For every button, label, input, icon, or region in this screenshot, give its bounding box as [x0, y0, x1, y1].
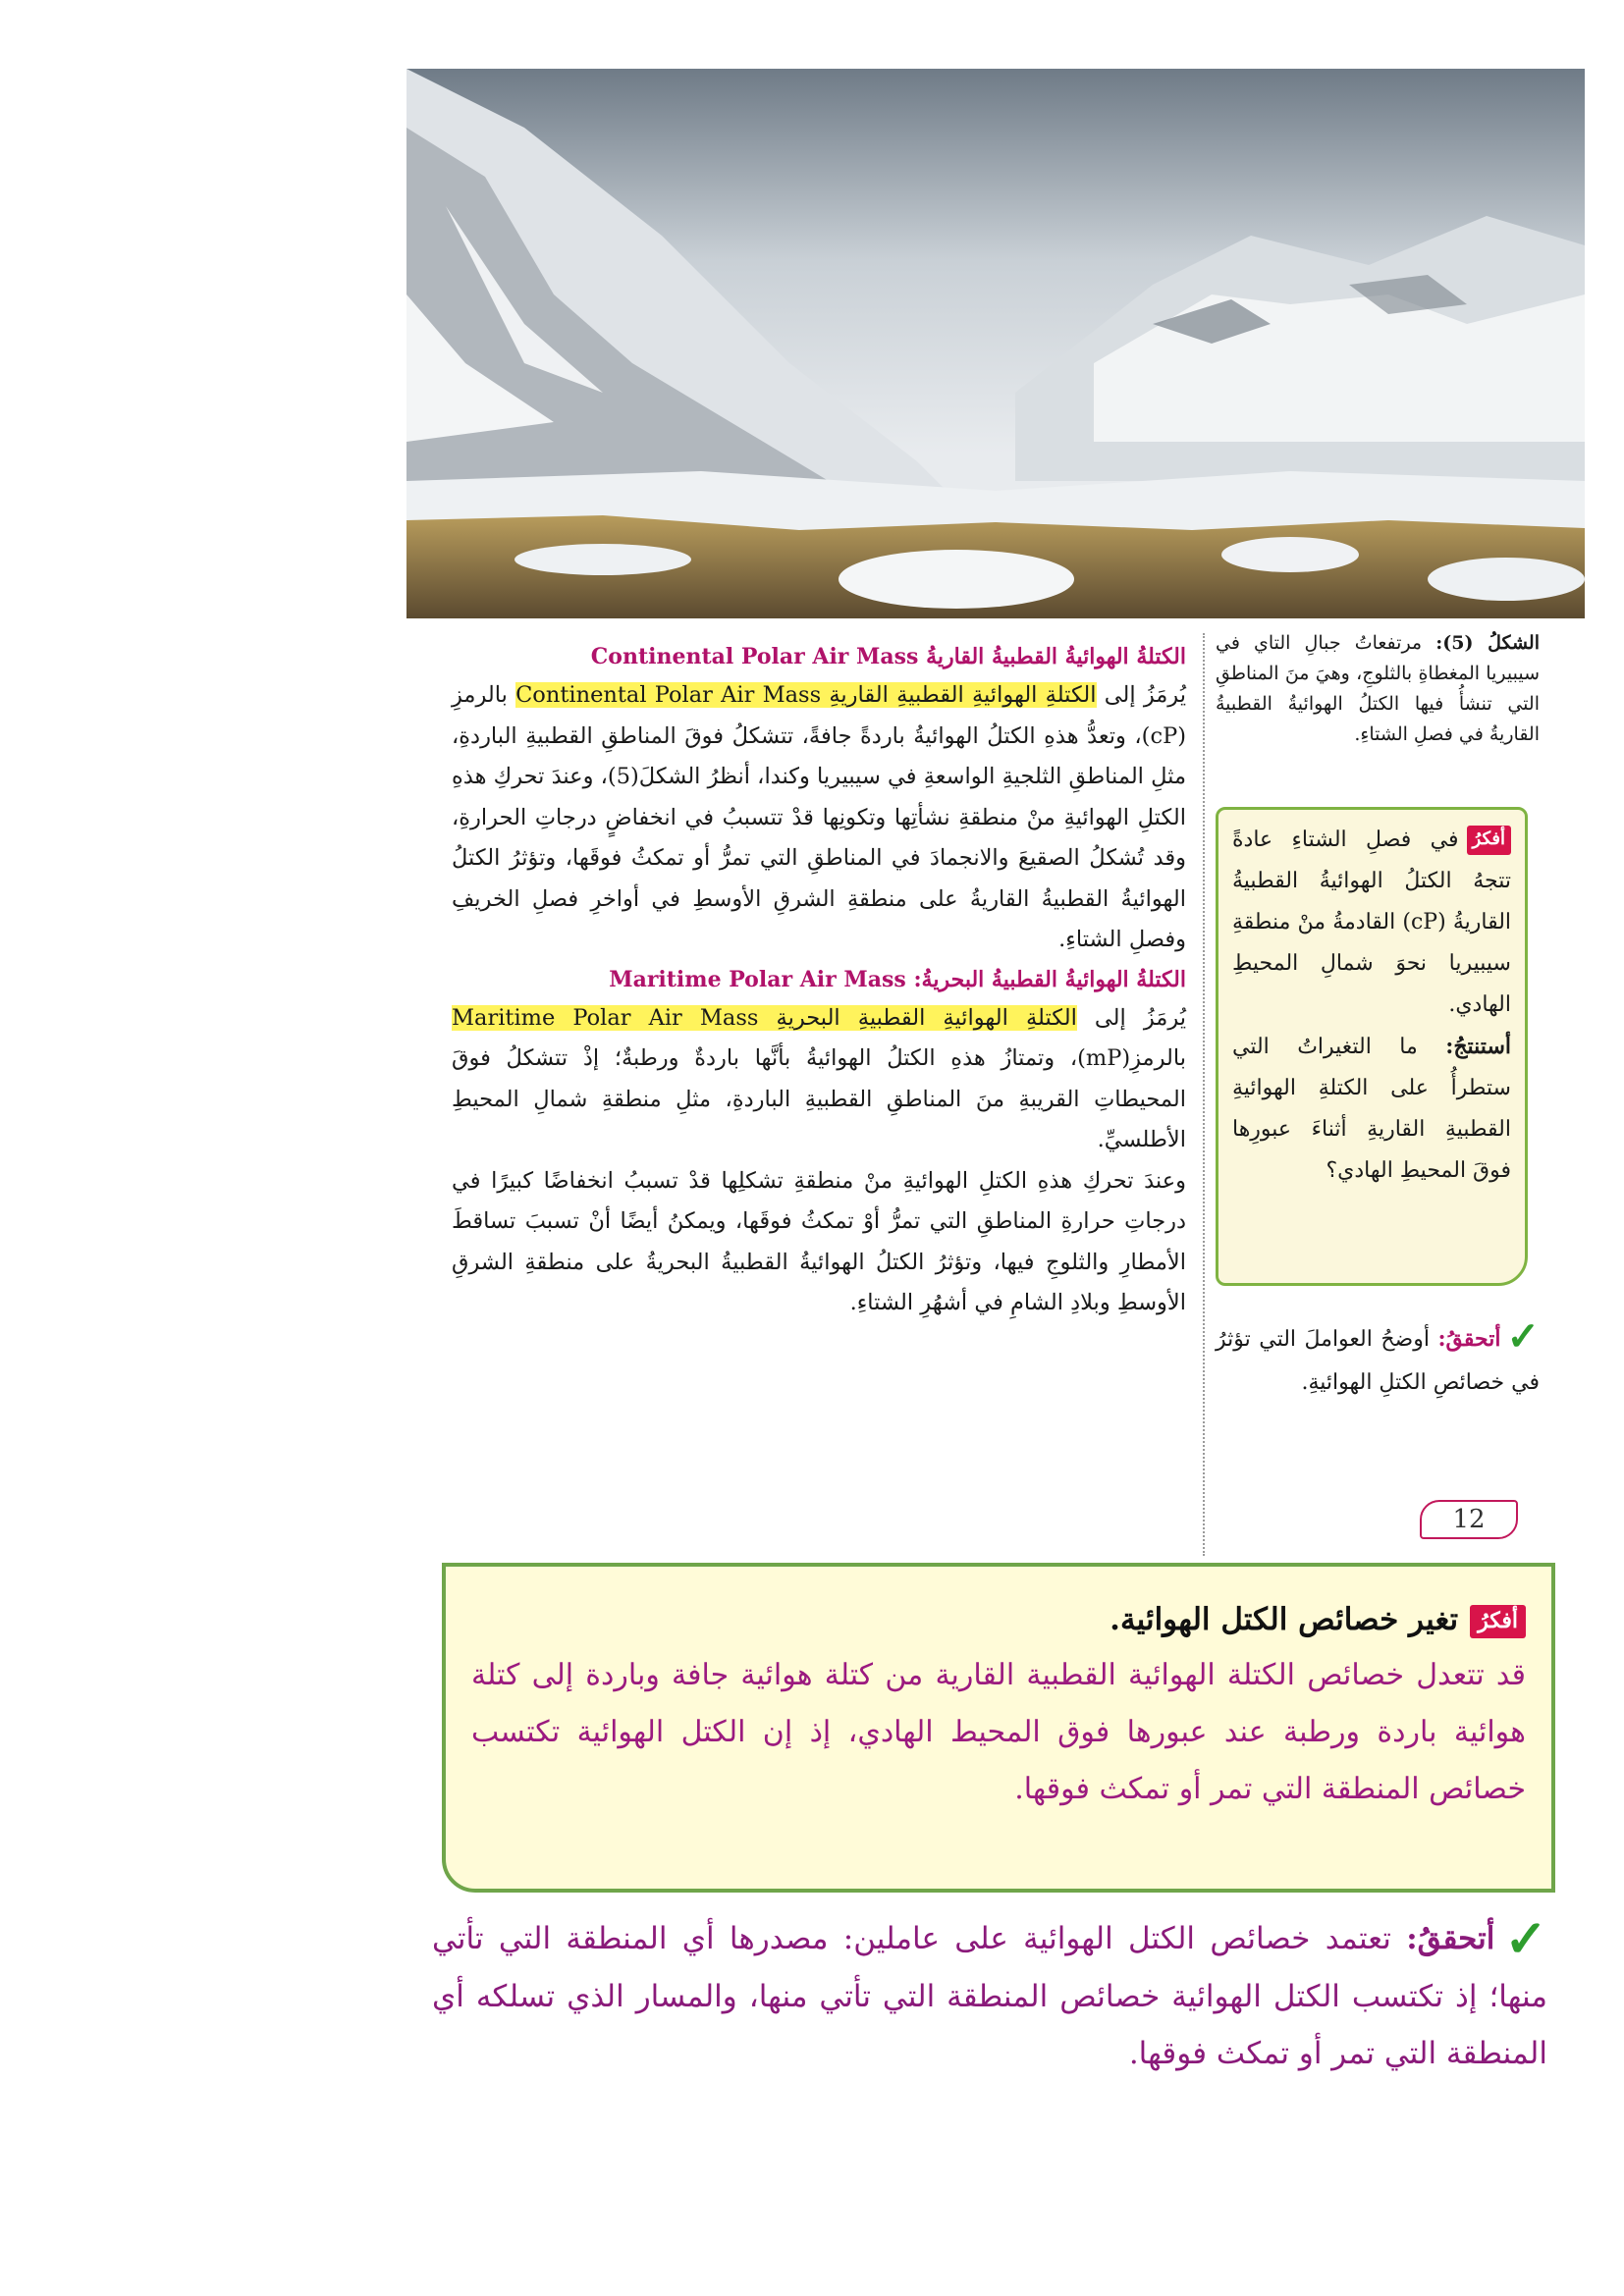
section-paragraph-maritime	[452, 998, 1186, 1161]
bottom-check-label: أتحققُ:	[1406, 1921, 1495, 1956]
check-mark-icon: ✓	[1504, 1909, 1547, 1969]
section-heading-maritime: الكتلةُ الهوائيةُ القطبيةُ البحريةُ: Maritime Polar Air Mass	[609, 966, 1186, 992]
answer-box	[442, 1563, 1555, 1893]
answer-body: قد تتعدل خصائص الكتلة الهوائية القطبية القارية من كتلة هوائية جافة وباردة إلى كتلة هوائية باردة ورطبة عند عبورها فوق المحيط الهادي، إذ إن الكتل الهوائية تكتسب خصائص المنطقة التي تمر أو تمكث فوقها.	[471, 1658, 1526, 1806]
section-paragraph-maritime-2: وعندَ تحركِ هذهِ الكتلِ الهوائيةِ منْ منطقةِ تشكلِها قدْ تسببُ انخفاضًا كبيرًا في درجاتِ حرارةِ المناطقِ التي تمرُّ أوْ تمكثُ فوقَها، ويمكنُ أيضًا أنْ تسببَ تساقطَ الأمطارِ والثلوجِ فيها، وتؤثرُ الكتلُ الهوائيةُ القطبيةُ البحريةُ على منطقةِ الشرقِ الأوسطِ وبلادِ الشامِ في أشهُرِ الشتاءِ.	[452, 1167, 1186, 1315]
check-question	[1216, 1315, 1540, 1405]
think-badge: أفكرُ	[1467, 826, 1511, 855]
main-text-column	[452, 638, 1186, 1324]
paragraph-rest: بالرمزِ(mP)، وتمتازُ هذهِ الكتلُ الهوائيةُ بأنَّها باردةٌ ورطبةٌ؛ إذْ تتشكلُ فوقَ المحيطاتِ القريبةِ منَ المناطقِ القطبيةِ الباردةِ، مثلِ منطقةِ شمالِ المحيطِ الأطلسيِّ.	[452, 1045, 1186, 1152]
think-text: في فصلِ الشتاءِ عادةً تتجهُ الكتلُ الهوائيةُ القطبيةُ القاريةُ (cP) القادمةُ منْ منطقةِ سيبيريا نحوَ شمالِ المحيطِ الهادي.	[1232, 828, 1512, 1017]
check-label: أتحققُ:	[1437, 1326, 1501, 1352]
highlighted-term: الكتلةِ الهوائيةِ القطبيةِ البحريةِ Maritime Polar Air Mass	[452, 1004, 1077, 1031]
paragraph-rest: بالرمزِ (cP)، وتعدُّ هذهِ الكتلُ الهوائيةُ باردةً جافةً، تتشكلُ فوقَ المناطقِ القطبيةِ الباردةِ، مثلِ المناطقِ الثلجيةِ الواسعةِ في سيبيريا وكندا، أنظرُ الشكلَ(5)، وعندَ تحركِ هذهِ الكتلِ الهوائيةِ منْ منطقةِ نشأتِها وتكونِها قدْ تتسببُ في انخفاضٍ درجاتِ الحرارةِ، وقد تُشكلُ الصقيعَ والانجمادَ في المناطقِ التي تمرُّ أو تمكثُ فوقَها، وتؤثرُ الكتلُ الهوائيةُ القطبيةُ القاريةُ على منطقةِ الشرقِ الأوسطِ في أواخرِ فصلِ الخريفِ وفصلِ الشتاءِ.	[452, 682, 1186, 952]
infer-label: أستنتجُ:	[1445, 1034, 1511, 1059]
answer-title-row	[471, 1592, 1526, 1647]
section-heading-continental: الكتلةُ الهوائيةُ القطبيةُ القاريةُ Continental Polar Air Mass	[590, 644, 1186, 669]
section-paragraph-continental	[452, 675, 1186, 961]
photo-illustration	[406, 69, 1585, 618]
check-mark-icon: ✓	[1506, 1313, 1540, 1360]
infer-question	[1232, 1026, 1511, 1192]
mountains-photo	[406, 69, 1585, 618]
infer-text: ما التغيراتُ التي ستطرأُ على الكتلةِ الهوائيةِ القطبيةِ القاريةِ أثناءَ عبورِها فوقَ المحيطِ الهادي؟	[1232, 1035, 1511, 1183]
check-text: أوضحُ العواملَ التي تؤثرُ في خصائصِ الكتلِ الهوائيةِ.	[1216, 1327, 1540, 1395]
highlighted-term: الكتلةِ الهوائيةِ القطبيةِ القاريةِ Continental Polar Air Mass	[515, 682, 1097, 708]
bottom-answer-text: تعتمد خصائص الكتل الهوائية على عاملين: مصدرها أي المنطقة التي تأتي منها؛ إذ تكتسب الكتل الهوائية خصائص المنطقة التي تأتي منها، والمسار الذي تسلكه أي المنطقة التي تمر أو تمكث فوقها.	[432, 1921, 1547, 2071]
paragraph-lead: يُرمَزُ إلى	[1096, 682, 1186, 708]
answer-title: تغير خصائص الكتل الهوائية.	[1110, 1602, 1459, 1637]
page-number: 12	[1420, 1500, 1518, 1539]
column-divider	[1203, 633, 1205, 1556]
bottom-answer	[432, 1910, 1547, 2082]
figure-caption-text: مرتفعاتُ جبالِ التاي في سيبيريا المغطاةِ بالثلوجِ، وهيَ منَ المناطقِ التي تنشأُ فيها الكتلُ الهوائيةُ القطبيةُ القاريةُ في فصلِ الشتاءِ.	[1216, 632, 1540, 745]
paragraph-lead: يُرمَزُ إلى	[1076, 1004, 1186, 1031]
figure-label: الشكلُ (5):	[1435, 632, 1541, 654]
think-box	[1216, 807, 1528, 1286]
figure-caption	[1216, 628, 1540, 750]
answer-badge: أفكرُ	[1470, 1605, 1526, 1638]
